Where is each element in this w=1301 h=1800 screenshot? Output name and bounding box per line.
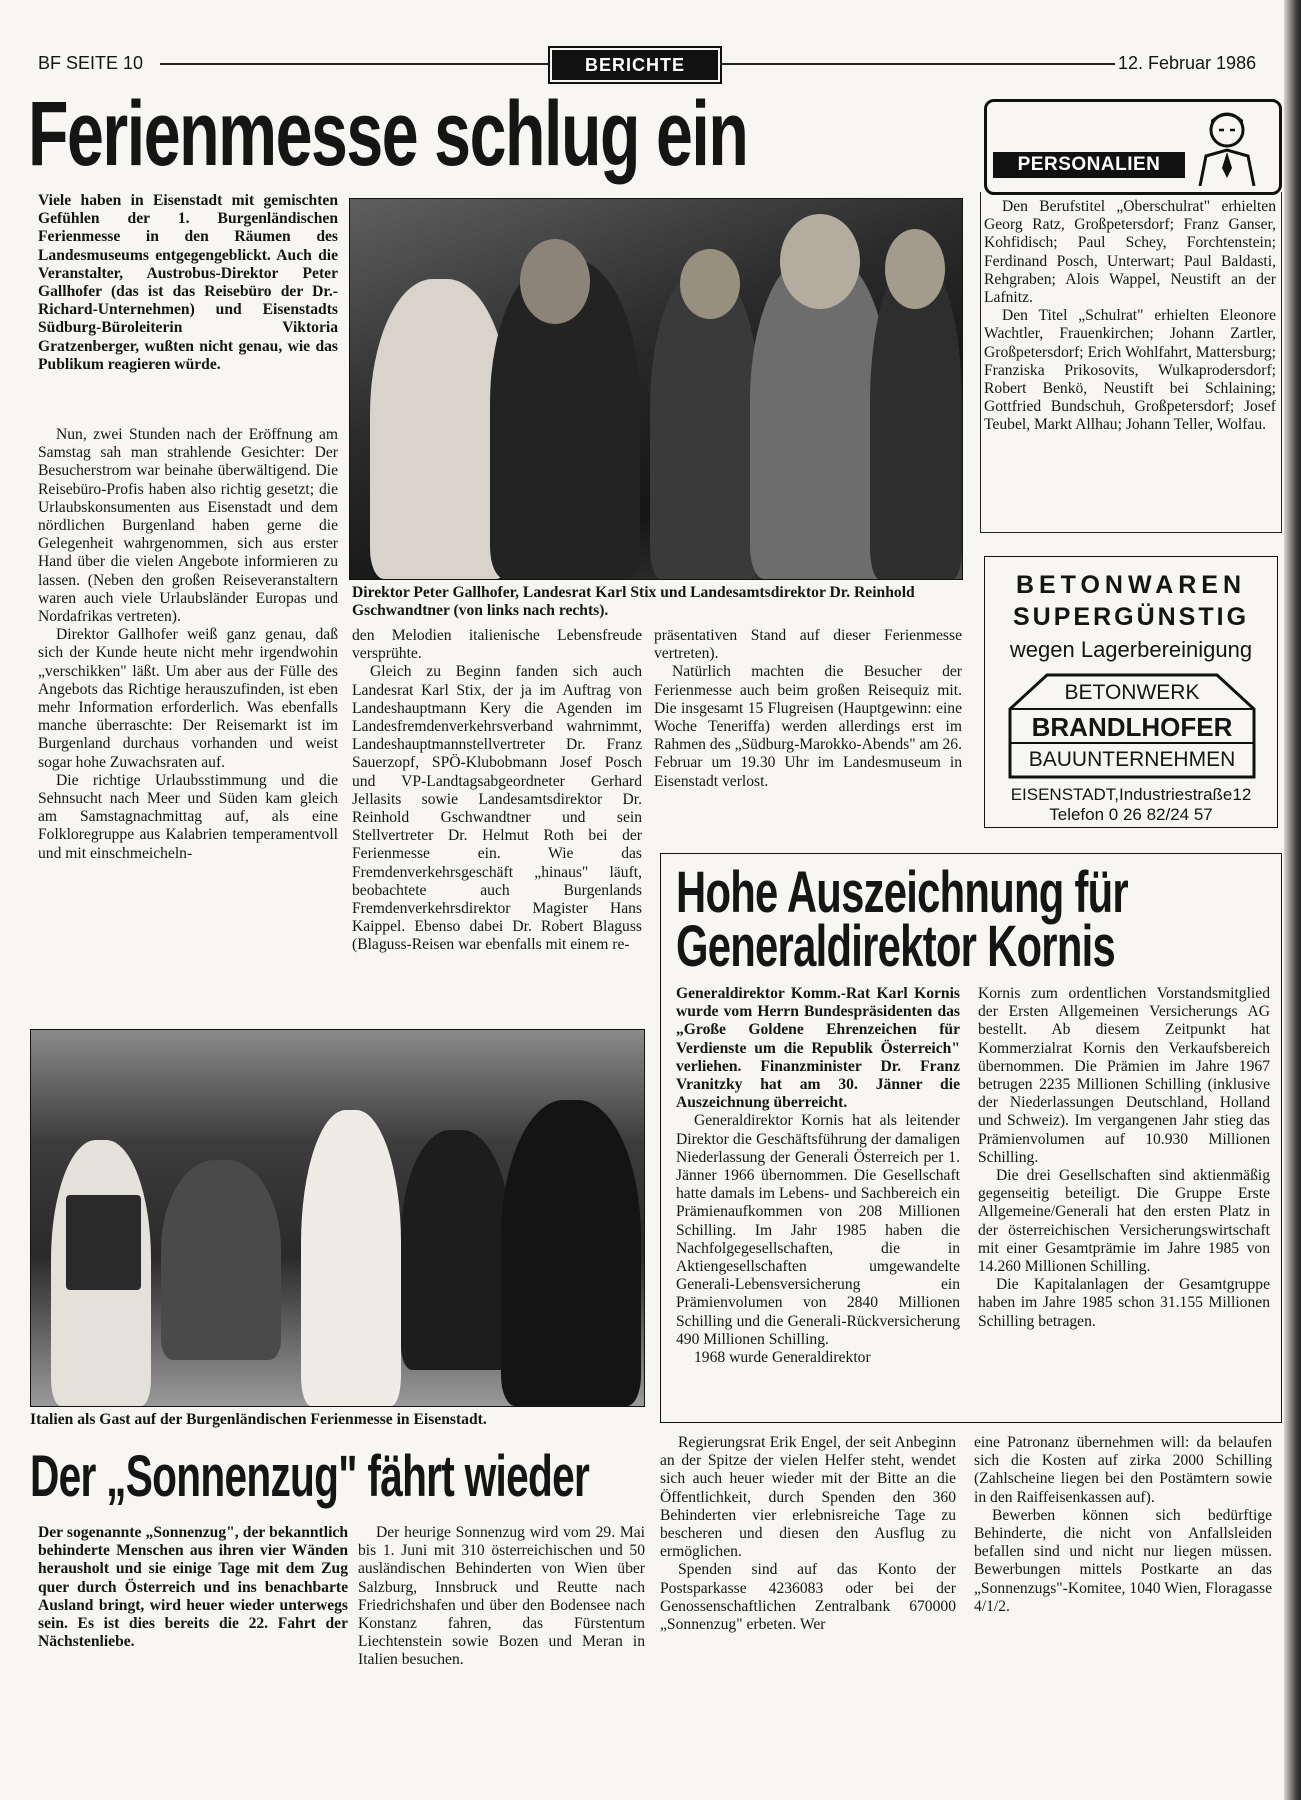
photo-folklore [30,1029,645,1407]
paragraph: Die Kapitalanlagen der Gesamtgruppe haben im Jahre 1985 schon 31.155 Millionen Schilling betragen. [978,1276,1270,1330]
advert-box [984,556,1278,828]
paragraph: 1968 wurde Generaldirektor [694,1349,871,1367]
ferienmesse-column-2 [352,627,642,955]
lead-paragraph: Viele haben in Eisenstadt mit gemischten Gefühlen der 1. Burgenländischen Ferienmesse in den Räumen des Landesmuseums entgegengeblickt. Auch die Veranstalter, Austrobus-Direktor Peter Gallhofer (das ist das Reisebüro der Dr.-Richard-Unternehmen) und Eisenstadts Südburg-Büroleiterin Viktoria Gratzenberger, wußten nicht genau, wie das Publikum reagieren würde. [38,192,338,373]
headline-sonnenzug: Der „Sonnenzug" fährt wieder [30,1444,590,1509]
advert-address: EISENSTADT,Industriestraße12 [1010,785,1252,804]
paragraph: Den Titel „Schulrat" erhielten Eleonore Wachtler, Frauenkirchen; Johann Zartler, Großpetersdorf; Erich Wohlfahrt, Mattersburg; Franziska Prikosovits, Wulkaprodersdorf; Robert Benkö, Neustift bei Schlaining; Gottfried Bundschuh, Großpetersdorf; Josef Teubel, Markt Allhau; Johann Teller, Wolfau. [984,307,1276,434]
personalien-frame [980,192,1282,533]
ferienmesse-column-3 [654,627,962,791]
paragraph: Kornis zum ordentlichen Vorstandsmitglied der Ersten Allgemeinen Versicherungs AG bestellt. Ab diesem Zeitpunkt hat Kommerzialrat Kornis den Verkaufsbereich übernommen. Die Prämien im Jahre 1967 betrugen 2235 Millionen Schilling (inklusive der Niederlassungen Deutschland, Holland und Schweiz). Im vergangenen Jahr stieg das Prämienvolumen auf 10.930 Millionen Schilling. [978,985,1270,1166]
kornis-column-2 [978,985,1270,1331]
advert-logo [1007,671,1257,781]
paragraph: Regierungsrat Erik Engel, der seit Anbeginn an der Spitze der vielen Helfer steht, wendet sich auch heuer wieder mit der Bitte an die Öffentlichkeit, durch Spenden den 360 Behinderten vier erlebnisreiche Tage zu bescheren und diesen den Ausflug zu ermöglichen. [660,1434,956,1561]
person-icon [1192,108,1262,186]
paragraph: Direktor Gallhofer weiß ganz genau, daß sich der Kunde heute nicht mehr irgendwohin „verschikken" läßt. Um aber aus der Fülle des Angebots das Richtige herauszufinden, ist eben mehr Information erforderlich. Was ebenfalls manche überraschte: Der Reisemarkt ist im Burgenland durchaus vorhanden und weist sogar hohe Zuwachsraten auf. [38,626,338,771]
paragraph: Die richtige Urlaubsstimmung und die Sehnsucht nach Meer und Süden kam gleich am Samstagnachmittag auf, als eine Folkloregruppe aus Kalabrien temperamentvoll und mit einschmeicheln- [38,771,338,862]
paragraph: eine Patronanz übernehmen will: da belaufen sich die Kosten auf zirka 2000 Schilling (Zahlscheine liegen bei den Postämtern sowie in den Raiffeisenkassen auf). [974,1434,1272,1506]
ferienmesse-lead [38,192,338,374]
headline-ferienmesse: Ferienmesse schlug ein [28,83,748,185]
sonnenzug-column-3 [660,1434,956,1634]
sonnenzug-column-4 [974,1434,1272,1616]
advert-subline: wegen Lagerbereinigung [1009,637,1253,662]
sonnenzug-column-2 [358,1524,645,1670]
paragraph: Nun, zwei Stunden nach der Eröffnung am Samstag sah man strahlende Gesichter: Der Besucherstrom war beinahe überwältigend. Die Reisebüro-Profis haben also richtig gesetzt; die Urlaubskonsumenten aus Eisenstadt und dem nördlichen Burgenland haben gerne die Gelegenheit wahrgenommen, sich aus erster Hand über die vielen Angebote informieren zu lassen. (Neben den großen Reiseveranstaltern waren auch viele Urlaubsländer Europas und Nordafrikas vertreten). [38,426,338,626]
paragraph: den Melodien italienische Lebensfreude versprühte. [352,627,642,663]
sonnenzug-column-1 [38,1524,348,1651]
photo-folklore-caption: Italien als Gast auf der Burgenländischen Ferienmesse in Eisenstadt. [30,1411,487,1428]
paragraph: Bewerben können sich bedürftige Behinderte, die nicht von Anfallsleiden befallen sind und nicht nur liegen müssen. Bewerbungen mittels Postkarte an das „Sonnenzugs"-Komitee, 1040 Wien, Floragasse 4/1/2. [974,1506,1272,1615]
advert-phone: Telefon 0 26 82/24 57 [1049,805,1213,824]
paragraph: präsentativen Stand auf dieser Ferienmesse vertreten). [654,627,962,663]
section-label: BERICHTE [552,50,718,80]
scan-edge [1284,0,1301,1800]
paragraph: Natürlich machten die Besucher der Ferienmesse auch beim großen Reisequiz mit. Die insgesamt 15 Flugreisen (Hauptgewinn: eine Woche Teneriffa) werden allerdings erst im Rahmen des „Südburg-Marokko-Abends" am 26. Februar um 19.30 Uhr im Landesmuseum in Eisenstadt verlost. [654,663,962,790]
advert-headline-1: BETONWAREN [1015,571,1247,599]
paragraph: Der heurige Sonnenzug wird vom 29. Mai bis 1. Juni mit 310 österreichischen und 50 ausländischen Behinderten von Wien über Salzburg, Innsbruck und Reutte nach Friedrichshafen und über den Bodensee nach Konstanz fahren, das Fürstentum Liechtenstein sowie Bozen und Meran in Italien besuchen. [358,1524,645,1669]
kornis-column-1 [676,985,960,1367]
advert-headline-2: SUPERGÜNSTIG [1012,603,1250,631]
headline-kornis-2: Generaldirektor Kornis [676,914,1116,979]
issue-date: 12. Februar 1986 [1118,53,1257,73]
advert-logo-bottom: BAUUNTERNEHMEN [1028,748,1236,771]
lead-paragraph: Der sogenannte „Sonnenzug", der bekanntlich behinderte Menschen aus ihren vier Wänden herausholt und sie einige Tage mit dem Zug quer durch Österreich und ins benachbarte Ausland bringt, wird heuer wieder unterwegs sein. Es ist dies bereits die 22. Fahrt der Nächstenliebe. [38,1524,348,1651]
lead-paragraph: Generaldirektor Komm.-Rat Karl Kornis wurde vom Herrn Bundespräsidenten das „Große Goldene Ehrenzeichen für Verdienste um die Republik Österreich" verliehen. Finanzminister Dr. Franz Vranitzky hat am 30. Jänner die Auszeichnung überreicht. [676,985,960,1112]
paragraph: Spenden sind auf das Konto der Postsparkasse 4236083 oder bei der Genossenschaftlichen Zentralbank 670000 „Sonnenzug" erbeten. Wer [660,1561,956,1634]
masthead-rule-right [720,63,1115,65]
personalien-box [984,99,1282,195]
photo-officials [349,198,963,580]
paragraph: Generaldirektor Kornis hat als leitender Direktor die Geschäftsführung der damaligen Niederlassung der Generali Österreich per 1. Jänner 1966 übernommen. Die Gesellschaft hatte damals im Lebens- und Sachbereich ein Prämienaufkommen von 208 Millionen Schilling. Im Jahr 1985 haben die Nachfolgegesellschaften, die in Aktiengesellschaften umgewandelte Generali-Lebensversicherung ein Prämienvolumen von 2840 Millionen Schilling und die Generali-Rückversicherung 490 Millionen Schilling. [676,1112,960,1348]
photo-officials-caption: Direktor Peter Gallhofer, Landesrat Karl Stix und Landesamtsdirektor Dr. Reinhold Gschwandtner (von links nach rechts). [352,584,915,619]
paragraph: Gleich zu Beginn fanden sich auch Landesrat Karl Stix, der ja im Auftrag von Landeshauptmann Kery die Agenden im Landesfremdenverkehrsverband wahrnimmt, Landeshauptmannstellvertreter Dr. Franz Sauerzopf, SPÖ-Klubobmann Josef Posch und VP-Landtagsabgeordneter Gerhard Jellasits sowie Landesamtsdirektor Dr. Reinhold Gschwandtner und sein Stellvertreter Dr. Helmut Roth bei der Ferienmesse ein. Wie das Fremdenverkehrsgeschäft „hinaus" läuft, beobachtete auch Burgenlands Fremdenverkehrsdirektor Magister Hans Kaippel. Ebenso dabei Dr. Robert Blaguss (Blaguss-Reisen war ebenfalls mit einem re- [352,663,642,954]
ferienmesse-column-1 [38,426,338,863]
page-number: BF SEITE 10 [38,53,144,73]
advert-logo-top: BETONWERK [1064,681,1200,704]
paragraph: Die drei Gesellschaften sind aktienmäßig gegenseitig beteiligt. Die Gruppe Erste Allgemeine/Generali hat den ersten Platz in der österreichischen Versicherungswirtschaft mit einer Gesamtprämie im Jahre 1985 von 14.260 Millionen Schilling. [978,1167,1270,1276]
paragraph: Den Berufstitel „Oberschulrat" erhielten Georg Ratz, Großpetersdorf; Franz Ganser, Kohfidisch; Paul Schey, Forchtenstein; Ferdinand Posch, Unterwart; Paul Baldasti, Rehgraben; Alois Wappel, Neustift an der Lafnitz. [984,198,1276,307]
advert-logo-name: BRANDLHOFER [1031,712,1233,742]
personalien-label: PERSONALIEN [993,152,1185,178]
masthead-rule-left [160,63,548,65]
headline-kornis-1: Hohe Auszeichnung für [676,860,1128,925]
